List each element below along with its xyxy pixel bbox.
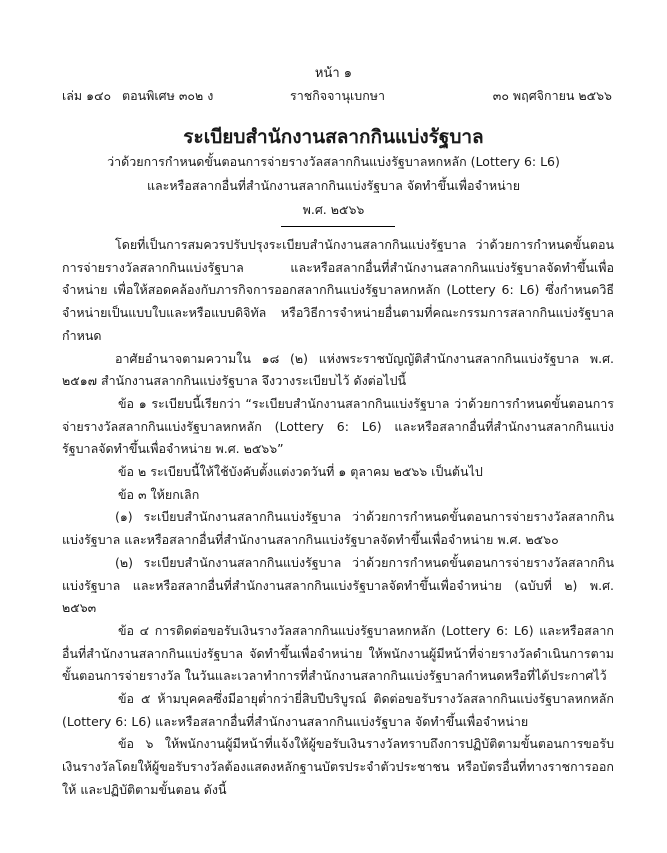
article-4: ข้อ ๔ การติดต่อขอรับเงินรางวัลสลากกินแบ่งรัฐบาลหกหลัก (Lottery 6: L6) และหรือสลากอื่นที่สำนักงานสลากกินแบ่งรัฐบาล จัดทำขึ้นเพื่อจำหน่าย ให้พนักงานผู้มีหน้าที่จ่ายรางวัลดำเนินการตามขั้นตอนการจ่ายรางวัล ในวันและเวลาทำการที่สำนักงานสลากกินแบ่งรัฐบาลกำหนดหรือที่ได้ประกาศไว้ xyxy=(62,622,614,684)
article-3: ข้อ ๓ ให้ยกเลิก xyxy=(118,486,200,502)
title-divider xyxy=(281,226,395,227)
article-3-item-2: (๒) ระเบียบสำนักงานสลากกินแบ่งรัฐบาล ว่าด้วยการกำหนดขั้นตอนการจ่ายรางวัลสลากกินแบ่งรัฐบาล และหรือสลากอื่นที่สำนักงานสลากกินแบ่งรัฐบาลจัดทำขึ้นเพื่อจำหน่าย (ฉบับที่ ๒) พ.ศ. ๒๕๖๓ xyxy=(62,554,614,616)
article-3-item-1: (๑) ระเบียบสำนักงานสลากกินแบ่งรัฐบาล ว่าด้วยการกำหนดขั้นตอนการจ่ายรางวัลสลากกินแบ่งรัฐบาล และหรือสลากอื่นที่สำนักงานสลากกินแบ่งรัฐบาลจัดทำขึ้นเพื่อจำหน่าย พ.ศ. ๒๕๖๐ xyxy=(62,509,614,548)
article-5: ข้อ ๕ ห้ามบุคคลซึ่งมีอายุต่ำกว่ายี่สิบปีบริบูรณ์ ติดต่อขอรับรางวัลสลากกินแบ่งรัฐบาลหกหลัก (Lottery 6: L6) และหรือสลากอื่นที่สำนักงานสลากกินแบ่งรัฐบาล จัดทำขึ้นเพื่อจำหน่าย xyxy=(62,691,614,729)
subtitle-line: และหรือสลากอื่นที่สำนักงานสลากกินแบ่งรัฐบาล จัดทำขึ้นเพื่อจำหน่าย xyxy=(146,178,521,193)
volume-label: เล่ม ๑๔๐ xyxy=(62,88,112,103)
publication-date: ๓๐ พฤศจิกายน ๒๕๖๖ xyxy=(492,88,612,103)
preamble-paragraph: โดยที่เป็นการสมควรปรับปรุงระเบียบสำนักงานสลากกินแบ่งรัฐบาล ว่าด้วยการกำหนดขั้นตอนการจ่ายรางวัลสลากกินแบ่งรัฐบาล และหรือสลากอื่นที่สำนักงานสลากกินแบ่งรัฐบาลจัดทำขึ้นเพื่อจำหน่าย เพื่อให้สอดคล้องกับภารกิจการออกสลากกินแบ่งรัฐบาลหกหลัก (Lottery 6: L6) ซึ่งกำหนดวิธีจำหน่ายเป็นแบบใบและหรือแบบดิจิทัล หรือวิธีการจำหน่ายอื่นตามที่คณะกรรมการสลากกินแบ่งรัฐบาลกำหนด xyxy=(62,237,614,343)
subtitle-year: พ.ศ. ๒๕๖๖ xyxy=(302,202,365,217)
article-2: ข้อ ๒ ระเบียบนี้ให้ใช้บังคับตั้งแต่งวดวันที่ ๑ ตุลาคม ๒๕๖๖ เป็นต้นไป xyxy=(118,464,483,480)
section-label: ตอนพิเศษ ๓๐๒ ง xyxy=(122,88,214,103)
article-6: ข้อ ๖ ให้พนักงานผู้มีหน้าที่แจ้งให้ผู้ขอรับเงินรางวัลทราบถึงการปฏิบัติตามขั้นตอนการขอรับเงินรางวัลโดยให้ผู้ขอรับรางวัลต้องแสดงหลักฐานบัตรประจำตัวประชาชน หรือบัตรอื่นที่ทางราชการออกให้ และปฏิบัติตามขั้นตอน ดังนี้ xyxy=(62,736,614,797)
document-body xyxy=(62,234,614,802)
publication-name: ราชกิจจานุเบกษา xyxy=(290,88,386,103)
page-number: หน้า ๑ xyxy=(314,66,353,81)
article-1: ข้อ ๑ ระเบียบนี้เรียกว่า “ระเบียบสำนักงานสลากกินแบ่งรัฐบาล ว่าด้วยการกำหนดขั้นตอนการจ่ายรางวัลสลากกินแบ่งรัฐบาลหกหลัก (Lottery 6: L6) และหรือสลากอื่นที่สำนักงานสลากกินแบ่งรัฐบาลจัดทำขึ้นเพื่อจำหน่าย พ.ศ. ๒๕๖๖” xyxy=(62,395,614,457)
authority-paragraph: อาศัยอำนาจตามความใน ๑๘ (๒) แห่งพระราชบัญญัติสำนักงานสลากกินแบ่งรัฐบาล พ.ศ. ๒๕๑๗ สำนักงานสลากกินแบ่งรัฐบาล จึงวางระเบียบไว้ ดังต่อไปนี้ xyxy=(62,350,614,389)
document-title: ระเบียบสำนักงานสลากกินแบ่งรัฐบาล xyxy=(183,126,484,148)
subtitle-line: ว่าด้วยการกำหนดขั้นตอนการจ่ายรางวัลสลากกินแบ่งรัฐบาลหกหลัก (Lottery 6: L6) xyxy=(107,154,560,169)
